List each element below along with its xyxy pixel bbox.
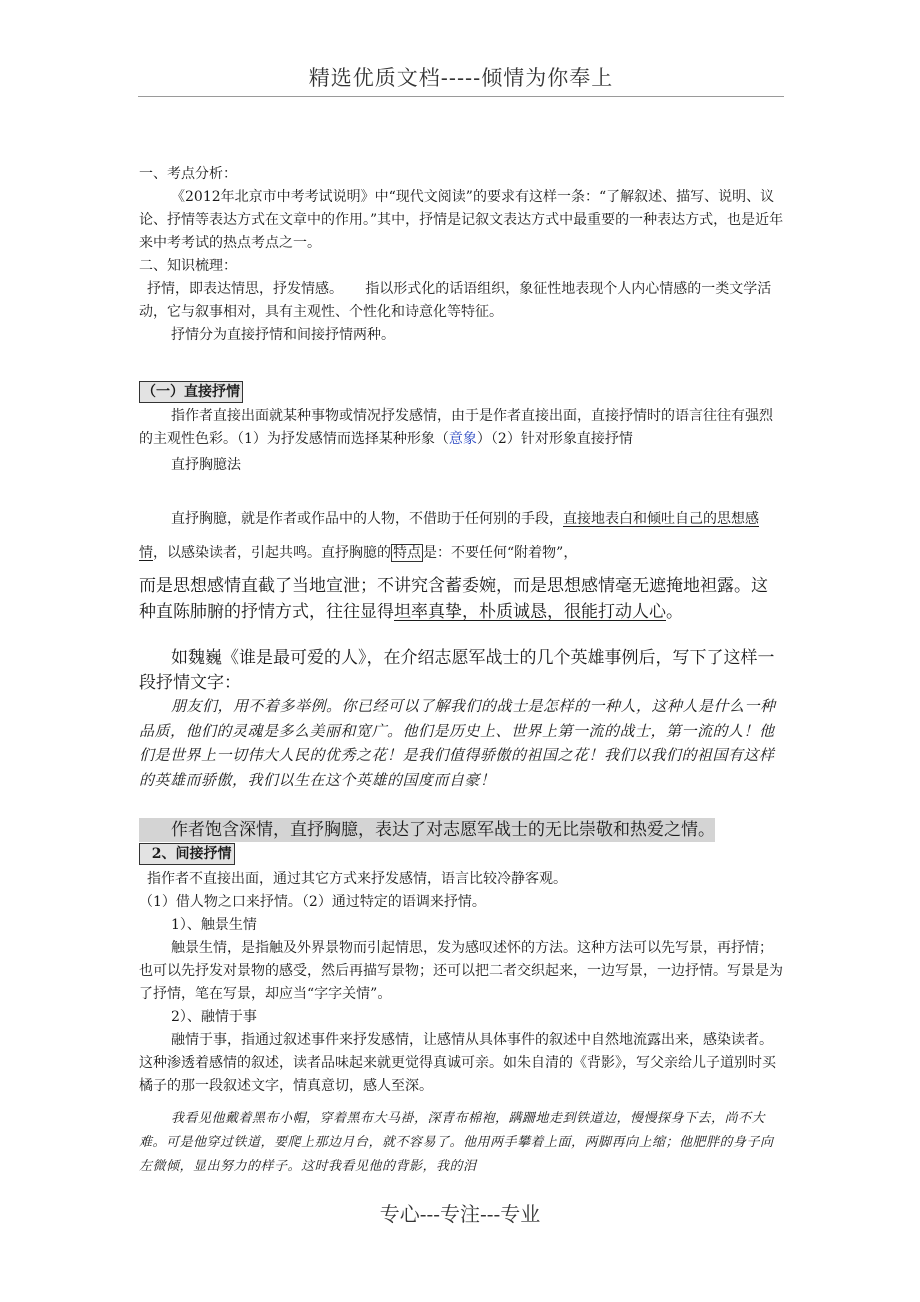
weiwei-quote: 朋友们，用不着多举例。你已经可以了解我们的战士是怎样的一种人，这种人是什么一种品质，他们的灵魂是多么美丽和宽广。他们是历史上、世界上第一流的战士，第一流的人！他们是世界上一切伟大人民的优秀之花！是我们值得骄傲的祖国之花！我们以我们的祖国有这样的英雄而骄傲，我们以生在这个英雄的国度而自豪！	[139, 697, 776, 789]
indirect-block	[139, 868, 784, 1098]
feature-underlined: 坦率真挚，朴质诚恳，很能打动人心	[394, 602, 666, 622]
direct-subheading: 直抒胸臆法	[171, 457, 241, 473]
direct-definition-block	[139, 405, 784, 477]
feature-text-a: 而是思想感情直截了当地宣泄；不讲究含蓄委婉，而是思想感情毫无遮掩地袒露。这种直陈肺腑的抒情方式，往往显得	[139, 576, 768, 622]
analysis-block	[139, 163, 784, 347]
direct-definition	[139, 405, 784, 451]
example-intro: 如魏巍《谁是最可爱的人》，在介绍志愿军战士的几个英雄事例后，写下了这样一段抒情文字：	[139, 648, 775, 693]
direct-def-text-b: ）（2）针对形象直接抒情	[476, 431, 633, 447]
footer-text: 专心---专注---专业	[379, 1202, 541, 1226]
method-underlined: 直接地表白和倾吐自己的思想感情	[139, 511, 759, 561]
header-title: 精选优质文档-----倾情为你奉上	[308, 66, 614, 90]
direct-heading-row	[139, 381, 784, 404]
method-text-a: 直抒胸臆，就是作者或作品中的人物，不借助于任何别的手段，	[171, 511, 563, 527]
page-footer	[0, 1198, 920, 1227]
method-text-b: ，以感染读者，引起共鸣。直抒胸臆的	[153, 545, 391, 561]
weiwei-quote-block	[139, 694, 784, 792]
direct-heading: （一）直接抒情	[139, 381, 243, 403]
indirect-heading: 2、间接抒情	[139, 843, 235, 865]
scene-paragraph: 触景生情，是指触及外界景物而引起情思，发为感叹述怀的方法。这种方法可以先写景，再抒情；也可以先抒发对景物的感受，然后再描写景物；还可以把二者交织起来，一边写景，一边抒情。写景是为了抒情，笔在写景，却应当“字字关情”。	[139, 940, 783, 1002]
knowledge-paragraph-2: 抒情分为直接抒情和间接抒情两种。	[171, 327, 395, 343]
direct-def-text-a: 指作者直接出面就某种事物或情况抒发感情，由于是作者直接出面，直接抒情时的语言往往有强烈的主观性色彩。（1）为抒发感情而选择某种形象（	[139, 408, 773, 447]
direct-feature-paragraph	[139, 573, 784, 625]
direct-method-block	[139, 502, 784, 570]
indirect-definition: 指作者不直接出面，通过其它方式来抒发感情，语言比较冷静客观。	[147, 871, 567, 887]
section-heading-knowledge: 二、知识梳理：	[139, 258, 237, 274]
beiying-quote-block	[139, 1107, 784, 1179]
indirect-methods: （1）借人物之口来抒情。（2）通过特定的语调来抒情。	[139, 894, 486, 910]
direct-method-paragraph	[139, 502, 784, 570]
event-paragraph: 融情于事，指通过叙述事件来抒发感情，让感情从具体事件的叙述中自然地流露出来，感染读者。这种渗透着感情的叙述，读者品味起来就更觉得真诚可亲。如朱自清的《背影》，写父亲给儿子道别时买橘子的那一段叙述文字，情真意切，感人至深。	[139, 1032, 776, 1094]
beiying-quote: 我看见他戴着黑布小帽，穿着黑布大马褂，深青布棉袍，蹒跚地走到铁道边，慢慢探身下去，尚不大难。可是他穿过铁道，要爬上那边月台，就不容易了。他用两手攀着上面，两脚再向上缩；他肥胖的身子向左微倾，显出努力的样子。这时我看见他的背影，我的泪	[139, 1111, 774, 1174]
feature-text-b: 。	[666, 602, 683, 622]
example-intro-block	[139, 646, 784, 696]
method-text-c: 是：不要任何“附着物”，	[423, 545, 578, 561]
event-subheading: 2）、融情于事	[171, 1009, 257, 1025]
direct-feature-block	[139, 573, 784, 625]
indirect-heading-row	[139, 843, 784, 866]
summary-highlight: 作者饱含深情，直抒胸臆，表达了对志愿军战士的无比崇敬和热爱之情。	[139, 818, 715, 842]
summary-block	[139, 818, 784, 843]
section-heading-analysis: 一、考点分析：	[139, 166, 237, 182]
page-header	[138, 62, 784, 97]
analysis-paragraph: 《2012年北京市中考考试说明》中“现代文阅读”的要求有这样一条：“了解叙述、描写、说明、议论、抒情等表达方式在文章中的作用。”其中，抒情是记叙文表达方式中最重要的一种表达方式，也是近年来中考考试的热点考点之一。	[139, 189, 784, 251]
knowledge-paragraph-1: 抒情，即表达情思，抒发情感。 指以形式化的话语组织，象征性地表现个人内心情感的一类文学活动，它与叙事相对，具有主观性、个性化和诗意化等特征。	[139, 281, 772, 320]
imagery-link[interactable]: 意象	[448, 431, 477, 447]
scene-subheading: 1）、触景生情	[171, 917, 257, 933]
feature-boxed-word: 特点	[393, 545, 421, 561]
